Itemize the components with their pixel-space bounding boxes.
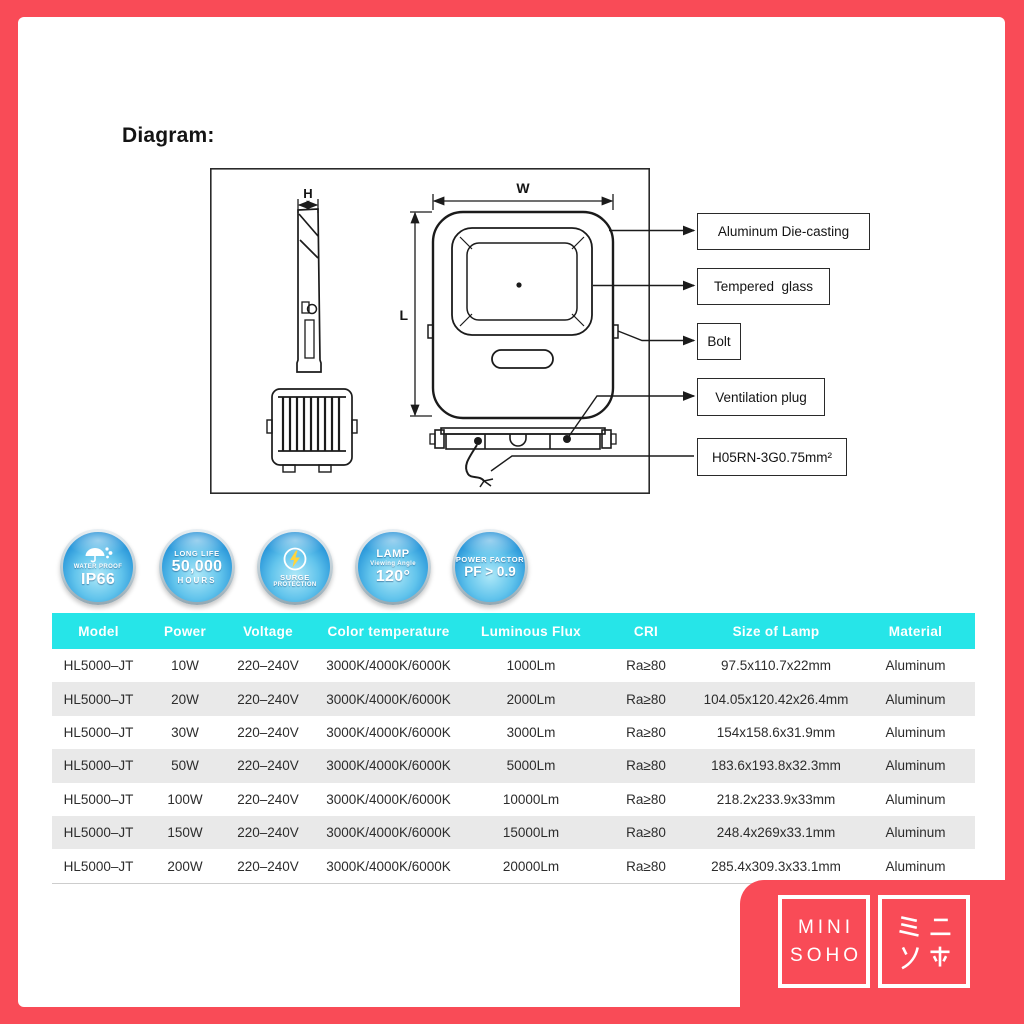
table-row bbox=[52, 783, 975, 816]
katakana-ho-glyph bbox=[927, 944, 953, 970]
back-view bbox=[267, 389, 357, 472]
table-cell: Aluminum bbox=[885, 791, 946, 807]
table-cell: Aluminum bbox=[885, 658, 946, 674]
table-cell: HL5000–JT bbox=[63, 724, 134, 740]
table-cell: 20W bbox=[171, 691, 199, 707]
table-cell: HL5000–JT bbox=[63, 758, 134, 774]
table-cell: HL5000–JT bbox=[63, 858, 134, 874]
badge-protection-label: PROTECTION bbox=[273, 581, 317, 588]
table-cell: 97.5x110.7x22mm bbox=[720, 658, 832, 674]
table-cell: 3000K/4000K/6000K bbox=[326, 758, 451, 774]
dimension-l bbox=[410, 212, 432, 416]
table-cell: 20000Lm bbox=[502, 858, 560, 874]
table-cell: 200W bbox=[167, 858, 203, 874]
badge-surge-protection bbox=[257, 529, 333, 605]
logo-name-line2: SOHO bbox=[790, 944, 862, 966]
badge-power-factor-label: POWER FACTOR bbox=[455, 554, 525, 564]
table-cell: HL5000–JT bbox=[63, 658, 134, 674]
logo-jp-line2 bbox=[896, 944, 953, 970]
table-cell: Aluminum bbox=[885, 691, 946, 707]
table-cell: 2000Lm bbox=[506, 691, 556, 707]
table-cell: 3000Lm bbox=[506, 724, 556, 740]
table-cell: 3000K/4000K/6000K bbox=[326, 858, 451, 874]
badge-hours-value: 50,000 bbox=[171, 557, 223, 575]
column-header: Model bbox=[52, 613, 145, 649]
header-row bbox=[52, 613, 975, 649]
front-view bbox=[428, 212, 618, 418]
page-title: Diagram: bbox=[122, 124, 215, 147]
callout-tempered-glass: Tempered glass bbox=[697, 268, 830, 305]
badge-pf-value: PF > 0.9 bbox=[464, 563, 516, 579]
table-cell: Ra≥80 bbox=[626, 758, 666, 774]
dim-w-label: W bbox=[516, 180, 530, 196]
dim-h-label: H bbox=[303, 186, 313, 201]
table-cell: Ra≥80 bbox=[626, 691, 666, 707]
table-cell: 100W bbox=[167, 791, 203, 807]
table-cell: Ra≥80 bbox=[626, 858, 666, 874]
table-cell: 154x158.6x31.9mm bbox=[716, 724, 836, 740]
table-cell: 50W bbox=[171, 758, 199, 774]
callout-aluminum-die-casting: Aluminum Die-casting bbox=[697, 213, 870, 250]
table-cell: 3000K/4000K/6000K bbox=[326, 791, 451, 807]
table-row bbox=[52, 816, 975, 849]
column-header: CRI bbox=[596, 613, 696, 649]
logo-jp-line1 bbox=[896, 913, 953, 939]
mounting-bracket bbox=[430, 428, 616, 449]
callout-cable-spec: H05RN-3G0.75mm² bbox=[697, 438, 847, 476]
badge-long-life bbox=[159, 529, 235, 605]
katakana-ni-glyph bbox=[927, 913, 953, 939]
logo-japanese-box bbox=[878, 895, 970, 988]
katakana-so-glyph bbox=[896, 944, 922, 970]
column-header: Color temperature bbox=[311, 613, 466, 649]
table-cell: Ra≥80 bbox=[626, 791, 666, 807]
table-cell: 150W bbox=[167, 825, 203, 841]
table-cell: 15000Lm bbox=[502, 825, 560, 841]
table-cell: 218.2x233.9x33mm bbox=[716, 791, 836, 807]
umbrella-rain-icon bbox=[83, 546, 113, 563]
power-cable bbox=[466, 445, 493, 487]
badge-lamp-label: LAMP bbox=[376, 548, 410, 560]
badge-viewing-angle-label: Viewing Angle bbox=[370, 561, 416, 567]
katakana-mi-glyph bbox=[896, 913, 922, 939]
spec-table-body bbox=[52, 649, 975, 883]
table-cell: 3000K/4000K/6000K bbox=[326, 691, 451, 707]
table-cell: Ra≥80 bbox=[626, 825, 666, 841]
spec-table-head bbox=[52, 613, 975, 649]
table-row bbox=[52, 749, 975, 782]
spec-table bbox=[52, 613, 975, 884]
table-cell: 220–240V bbox=[237, 691, 299, 707]
table-row bbox=[52, 649, 975, 682]
column-header: Size of Lamp bbox=[696, 613, 856, 649]
column-header: Power bbox=[145, 613, 225, 649]
table-cell: Ra≥80 bbox=[626, 658, 666, 674]
table-cell: Ra≥80 bbox=[626, 724, 666, 740]
table-cell: HL5000–JT bbox=[63, 825, 134, 841]
callout-ventilation-plug: Ventilation plug bbox=[697, 378, 825, 416]
table-cell: 104.05x120.42x26.4mm bbox=[703, 691, 849, 707]
table-cell: 3000K/4000K/6000K bbox=[326, 658, 451, 674]
table-cell: 220–240V bbox=[237, 658, 299, 674]
table-cell: 3000K/4000K/6000K bbox=[326, 724, 451, 740]
side-view bbox=[297, 209, 321, 372]
brand-logo bbox=[740, 880, 1024, 1024]
logo-name-line1: MINI bbox=[797, 916, 855, 938]
table-cell: 30W bbox=[171, 724, 199, 740]
table-cell: 10W bbox=[171, 658, 199, 674]
badge-angle-value: 120° bbox=[375, 568, 411, 585]
table-cell: Aluminum bbox=[885, 825, 946, 841]
column-header: Luminous Flux bbox=[466, 613, 596, 649]
column-header: Voltage bbox=[225, 613, 311, 649]
table-cell: 5000Lm bbox=[506, 758, 556, 774]
table-cell: 220–240V bbox=[237, 825, 299, 841]
badge-long-life-label: LONG LIFE bbox=[174, 548, 220, 558]
badge-ip66-value: IP66 bbox=[80, 570, 116, 588]
badge-viewing-angle bbox=[355, 529, 431, 605]
table-row bbox=[52, 682, 975, 715]
table-cell: 10000Lm bbox=[502, 791, 560, 807]
floodlight-diagram bbox=[210, 168, 700, 498]
dimension-h bbox=[298, 199, 318, 213]
badge-waterproof-label: WATER PROOF bbox=[73, 563, 123, 570]
callout-bolt: Bolt bbox=[697, 323, 741, 360]
table-cell: Aluminum bbox=[885, 858, 946, 874]
table-cell: 248.4x269x33.1mm bbox=[716, 825, 836, 841]
table-cell: 3000K/4000K/6000K bbox=[326, 825, 451, 841]
table-cell: 220–240V bbox=[237, 858, 299, 874]
dimension-w bbox=[433, 194, 613, 210]
table-row bbox=[52, 716, 975, 749]
table-cell: HL5000–JT bbox=[63, 791, 134, 807]
badge-hours-label: HOURS bbox=[177, 575, 217, 585]
badge-waterproof-ip66 bbox=[60, 529, 136, 605]
column-header: Material bbox=[856, 613, 975, 649]
dim-l-label: L bbox=[399, 307, 408, 323]
table-cell: 285.4x309.3x33.1mm bbox=[711, 858, 841, 874]
badge-power-factor bbox=[452, 529, 528, 605]
table-cell: 183.6x193.8x32.3mm bbox=[711, 758, 841, 774]
table-cell: 1000Lm bbox=[506, 658, 556, 674]
table-cell: 220–240V bbox=[237, 791, 299, 807]
table-cell: Aluminum bbox=[885, 758, 946, 774]
table-cell: HL5000–JT bbox=[63, 691, 134, 707]
table-row bbox=[52, 849, 975, 883]
table-cell: 220–240V bbox=[237, 724, 299, 740]
badge-surge-label: SURGE bbox=[280, 572, 310, 582]
table-cell: 220–240V bbox=[237, 758, 299, 774]
lightning-circle-icon bbox=[282, 546, 308, 572]
table-cell: Aluminum bbox=[885, 724, 946, 740]
logo-latin-box bbox=[778, 895, 870, 988]
